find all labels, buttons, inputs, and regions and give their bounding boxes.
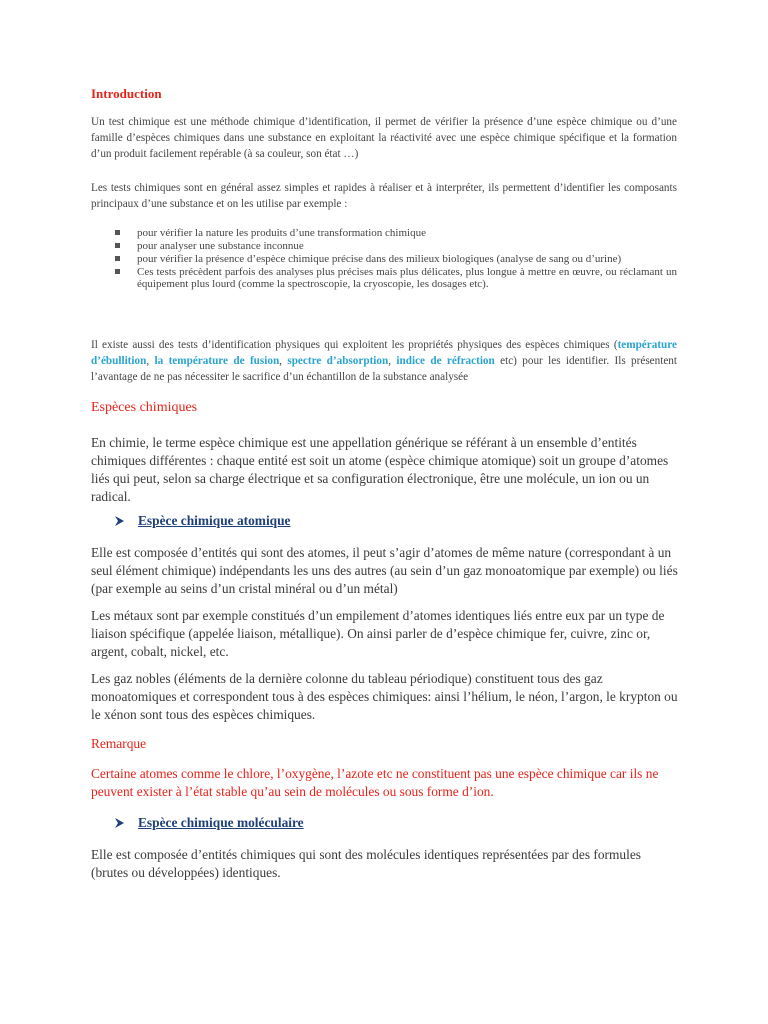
especes-paragraph: En chimie, le terme espèce chimique est une appellation générique se référant à un ensemble d’entités chimiques différentes : chaque entité est soit un atome (espèce chimique atomique) soit un groupe d’atomes liés qui peut, selon sa charge électrique et sa configuration électronique, être une molécule, un ion ou un radical.: [91, 435, 669, 504]
arrow-right-icon: [115, 818, 124, 828]
atomique-paragraph-2: Les métaux sont par exemple constitués d’un empilement d’atomes identiques liés entre eux par un type de liaison spécifique (appelée liaison, métallique). On ainsi parler de d’espèce chimique fer, cuivre, zinc or, argent, cobalt, nickel, etc.: [91, 608, 665, 659]
remarque-text: Certaine atomes comme le chlore, l’oxygène, l’azote etc ne constituent pas une espèce chimique car ils ne peuvent exister à l’état stable qu’au sein de molécules ou sous forme d’ion.: [91, 766, 659, 799]
list-item: Ces tests précèdent parfois des analyses plus précises mais plus délicates, plus longue à mettre en œuvre, ou réclamant un équipement plus lourd (comme la spectroscopie, la cryoscopie, les dosages etc).: [115, 266, 677, 290]
link-indice-refraction[interactable]: indice de réfraction: [396, 355, 495, 367]
arrow-right-icon: [115, 516, 124, 526]
list-item: pour vérifier la nature les produits d’une transformation chimique: [115, 227, 677, 239]
link-temperature-fusion[interactable]: la température de fusion: [154, 355, 280, 367]
intro-heading: Introduction: [91, 86, 162, 101]
bullet-square-icon: [115, 256, 120, 261]
list-item: pour analyser une substance inconnue: [115, 240, 677, 252]
atomique-paragraph-1: Elle est composée d’entités qui sont des atomes, il peut s’agir d’atomes de même nature (correspondant à un seul élément chimique) indépendants les uns des autres (au sein d’un gaz monoatomique par exemple) ou liés (par exemple au seins d’un cristal minéral ou d’un métal): [91, 545, 678, 596]
moleculaire-paragraph: Elle est composée d’entités chimiques qui sont des molécules identiques représentées par des formules (brutes ou développées) identiques.: [91, 847, 641, 880]
bullet-square-icon: [115, 269, 120, 274]
intro-paragraph-3: Il existe aussi des tests d’identification physiques qui exploitent les propriétés physiques des espèces chimiques (température d’ébullition, la température de fusion, spectre d’absorption, indice de réfraction etc) pour les identifier. Ils présentent l’avantage de ne pas nécessiter le sacrifice d’un échantillon de la substance analysée: [91, 339, 678, 383]
intro-bullet-list: [115, 227, 677, 291]
link-spectre-absorption[interactable]: spectre d’absorption: [287, 355, 389, 367]
especes-heading: Espèces chimiques: [91, 400, 198, 415]
atomique-subheading: Espèce chimique atomique: [115, 513, 291, 529]
bullet-square-icon: [115, 230, 120, 235]
list-item: pour vérifier la présence d’espèce chimique précise dans des milieux biologiques (analyse de sang ou d’urine): [115, 253, 677, 265]
remarque-heading: Remarque: [91, 736, 147, 751]
bullet-square-icon: [115, 243, 120, 248]
link-temperature-ebullition[interactable]: température d’ébullition: [91, 339, 677, 367]
atomique-paragraph-3: Les gaz nobles (éléments de la dernière colonne du tableau périodique) constituent tous des gaz monoatomiques et correspondent tous à des espèces chimiques: ainsi l’hélium, le néon, l’argon, le krypton ou le xénon sont tous des espèces chimiques.: [91, 671, 678, 722]
intro-paragraph-2: Les tests chimiques sont en général assez simples et rapides à réaliser et à interpréter, ils permettent d’identifier les composants principaux d’une substance et on les utilise par exemple :: [91, 182, 677, 210]
moleculaire-subheading: Espèce chimique moléculaire: [115, 815, 304, 831]
intro-paragraph-1: Un test chimique est une méthode chimique d’identification, il permet de vérifier la présence d’une espèce chimique ou d’une famille d’espèces chimiques dans une substance en exploitant la réactivité avec une espèce chimique spécifique et la formation d’un produit facilement repérable (à sa couleur, son état …): [91, 116, 677, 160]
